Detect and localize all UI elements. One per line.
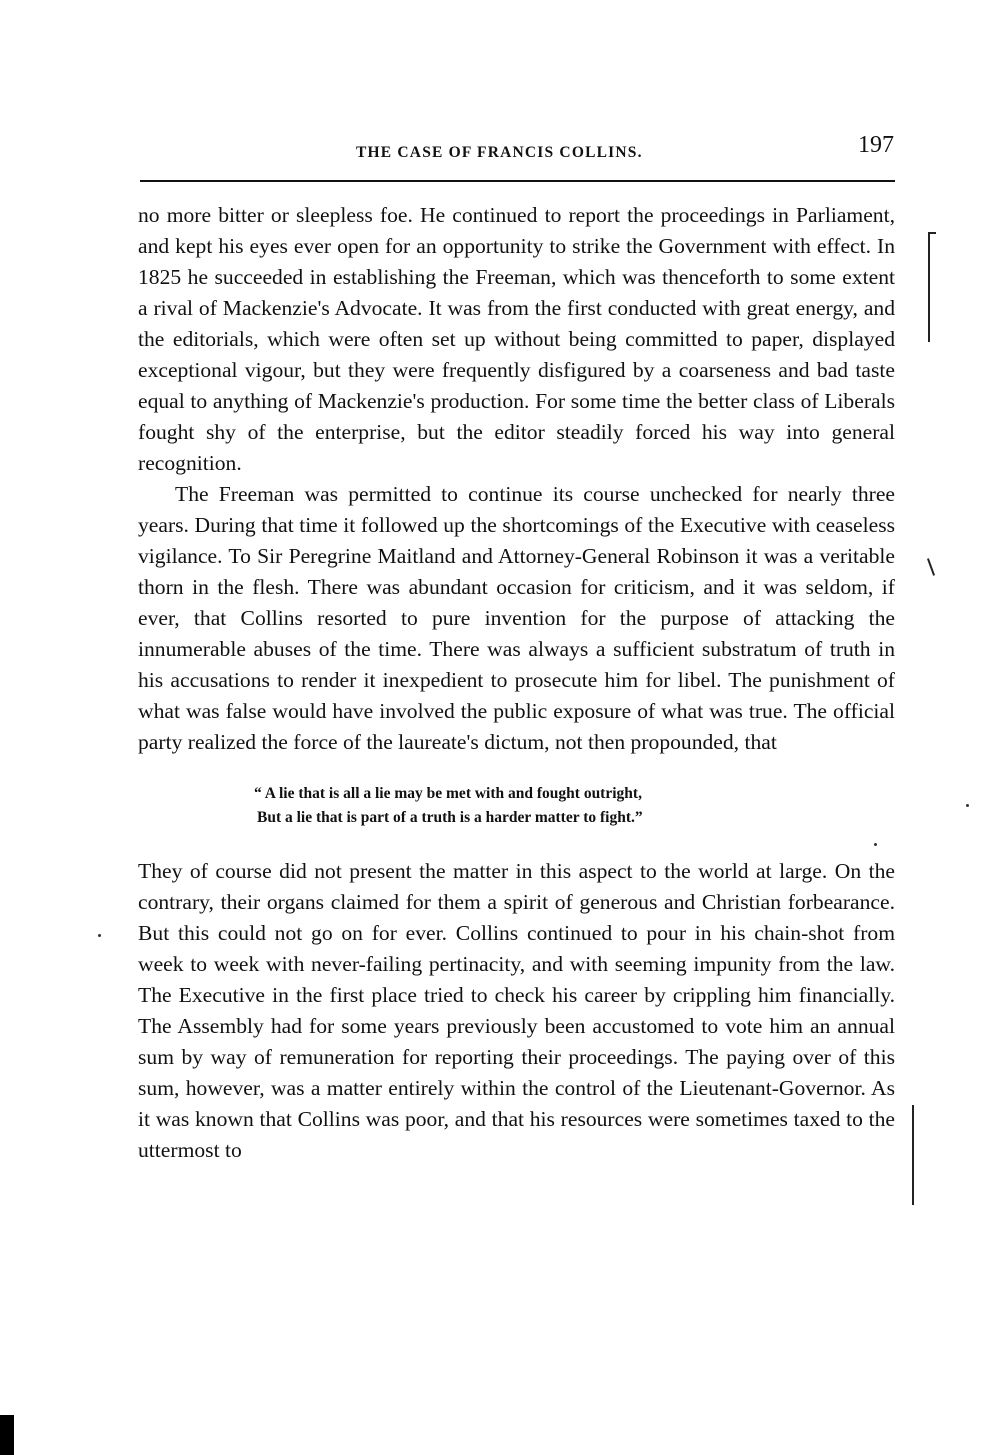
paragraph-3: They of course did not present the matter in this aspect to the world at large. On the contrary, their organs claimed for them a spirit of generous and Christian forbearance. But this could not go on for ever. Collins continued to pour in his chain-shot from week to week with never-failing pertinacity, and with seeming impunity from the law. The Executive in the first place tried to check his career by crippling him financially. The Assembly had for some years previously been accustomed to vote him an annual sum by way of remuneration for reporting their proceedings. The paying over of this sum, however, was a matter entirely within the control of the Lieutenant-Governor. As it was known that Collins was poor, and that his resources were sometimes taxed to the uttermost to (138, 859, 895, 1162)
verse-quotation (254, 782, 895, 830)
margin-bracket-top-tick (928, 232, 936, 234)
margin-bracket-top (928, 232, 930, 342)
margin-stroke-middle (927, 558, 935, 576)
paragraph-1: no more bitter or sleepless foe. He continued to report the proceedings in Parliament, and kept his eyes ever open for an opportunity to strike the Government with effect. In 1825 he succeeded in establishing the Freeman, which was thenceforth to some extent a rival of Mackenzie's Advocate. It was from the first conducted with great energy, and the editorials, which were often set up without being committed to paper, displayed exceptional vigour, but they were frequently disfigured by a coarseness and bad taste equal to anything of Mackenzie's production. For some time the better class of Liberals fought shy of the enterprise, but the editor steadily forced his way into general recognition. (138, 203, 895, 475)
page-number: 197 (858, 132, 894, 158)
verse-line-1: “ A lie that is all a lie may be met with and fought outright, (254, 785, 642, 802)
page-header (138, 132, 894, 172)
margin-bracket-bottom (912, 1105, 914, 1205)
margin-dot-2 (874, 843, 877, 846)
verse-line-2: But a lie that is part of a truth is a harder matter to fight.” (257, 809, 643, 826)
header-rule (140, 180, 895, 182)
body-text (138, 200, 895, 1166)
margin-dot-1 (966, 804, 969, 807)
scan-edge-mark (0, 1415, 14, 1455)
paragraph-2: The Freeman was permitted to continue its course unchecked for nearly three years. During that time it followed up the shortcomings of the Executive with ceaseless vigilance. To Sir Peregrine Maitland and Attorney-General Robinson it was a veritable thorn in the flesh. There was abundant occasion for criticism, and it was seldom, if ever, that Collins resorted to pure invention for the purpose of attacking the innumerable abuses of the time. There was always a sufficient substratum of truth in his accusations to render it inexpedient to prosecute him for libel. The punishment of what was false would have involved the public exposure of what was true. The official party realized the force of the laureate's dictum, not then propounded, that (138, 482, 895, 754)
margin-dot-3 (98, 934, 101, 937)
running-title: THE CASE OF FRANCIS COLLINS. (356, 144, 643, 161)
